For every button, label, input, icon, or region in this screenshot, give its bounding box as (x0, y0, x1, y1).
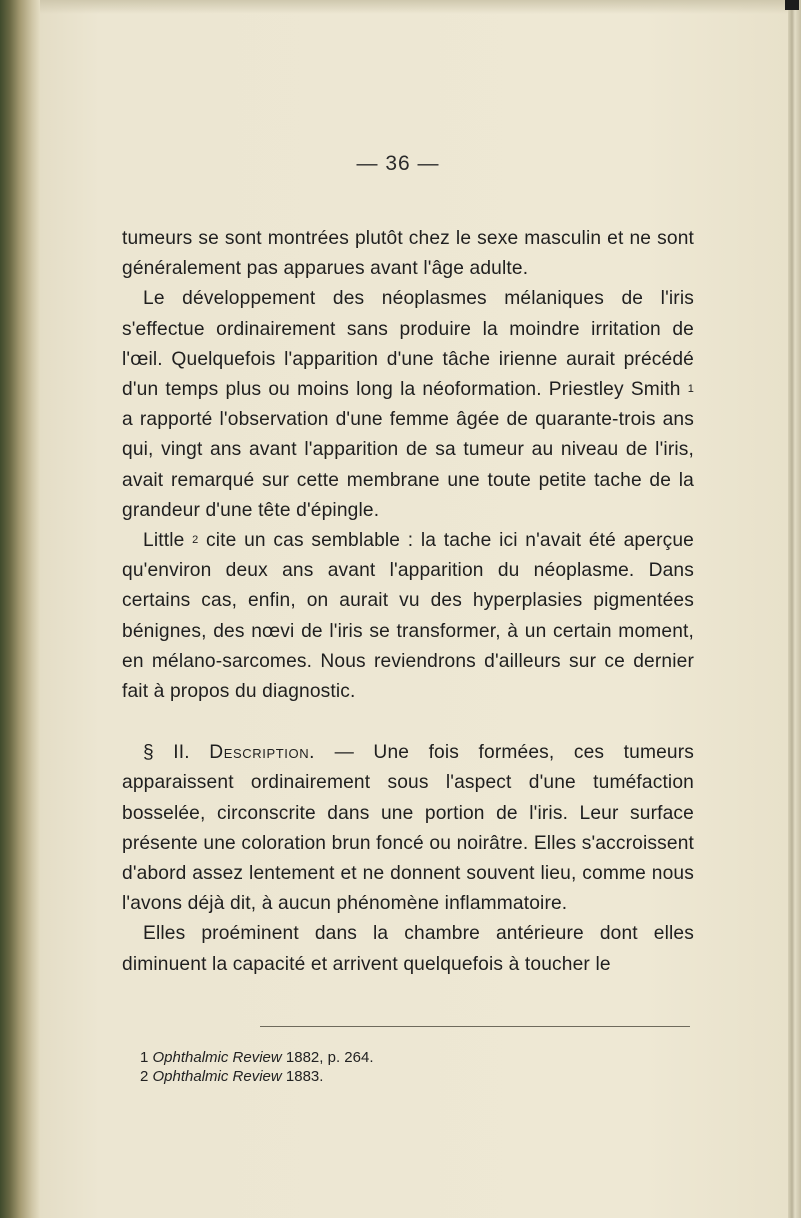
section-gap (122, 707, 694, 738)
book-binding-shadow (0, 0, 40, 1218)
footnote-1: 1 Ophthalmic Review 1882, p. 264. (140, 1049, 374, 1066)
body-text (122, 224, 694, 980)
page-top-shade (40, 0, 788, 14)
footnote-rule (260, 1026, 690, 1027)
page-right-edge (788, 0, 801, 1218)
section-paragraph: § II. Description. — Une fois formées, ces tumeurs apparaissent ordinairement sous l'aspect d'une tuméfaction bosselée, circonscrite dans une portion de l'iris. Leur surface présente une coloration brun foncé ou noirâtre. Elles s'accroissent d'abord assez lentement et ne donnent souvent lieu, comme nous l'avons déjà dit, à aucun phénomène inflammatoire. (122, 742, 695, 915)
footnote-source: Ophthalmic Review (152, 1049, 282, 1066)
paragraph-1: tumeurs se sont montrées plutôt chez le sexe masculin et ne sont généralement pas apparues avant l'âge adulte. (122, 228, 694, 280)
paragraph-2: Le développement des néoplasmes mélaniques de l'iris s'effectue ordinairement sans produire la moindre irritation de l'œil. Quelquefois l'apparition d'une tâche irienne aurait précédé d'un temps plus ou moins long la néoformation. Priestley Smith $^1$ a rapporté l'observation d'une femme âgée de quarante-trois ans qui, vingt ans avant l'apparition de sa tumeur au niveau de l'iris, avait remarqué sur cette membrane une toute petite tache de la grandeur d'une tête d'épingle. (122, 288, 695, 521)
section-number: § II. (143, 742, 190, 764)
paragraph-5: Elles proéminent dans la chambre antérieure dont elles diminuent la capacité et arrivent quelquefois à toucher le (122, 923, 694, 975)
section-title: Description. (209, 742, 316, 764)
footnote-source: Ophthalmic Review (152, 1068, 282, 1085)
footnote-2: 2 Ophthalmic Review 1883. (140, 1068, 324, 1085)
page-number: — 36 — (356, 152, 440, 175)
footnote-ref-2: 2 (192, 534, 199, 547)
footnotes (140, 1048, 560, 1086)
footnote-ref-1: 1 (687, 383, 695, 396)
paragraph-3: Little $^2$ cite un cas semblable : la tache ici n'avait été aperçue qu'environ deux ans avant l'apparition du néoplasme. Dans certains cas, enfin, on aurait vu des hyperplasies pigmentées bénignes, des nœvi de l'iris se transformer, à un certain moment, en mélano-sarcomes. Nous reviendrons d'ailleurs sur ce dernier fait à propos du diagnostic. (122, 530, 694, 703)
corner-mark (785, 0, 799, 10)
